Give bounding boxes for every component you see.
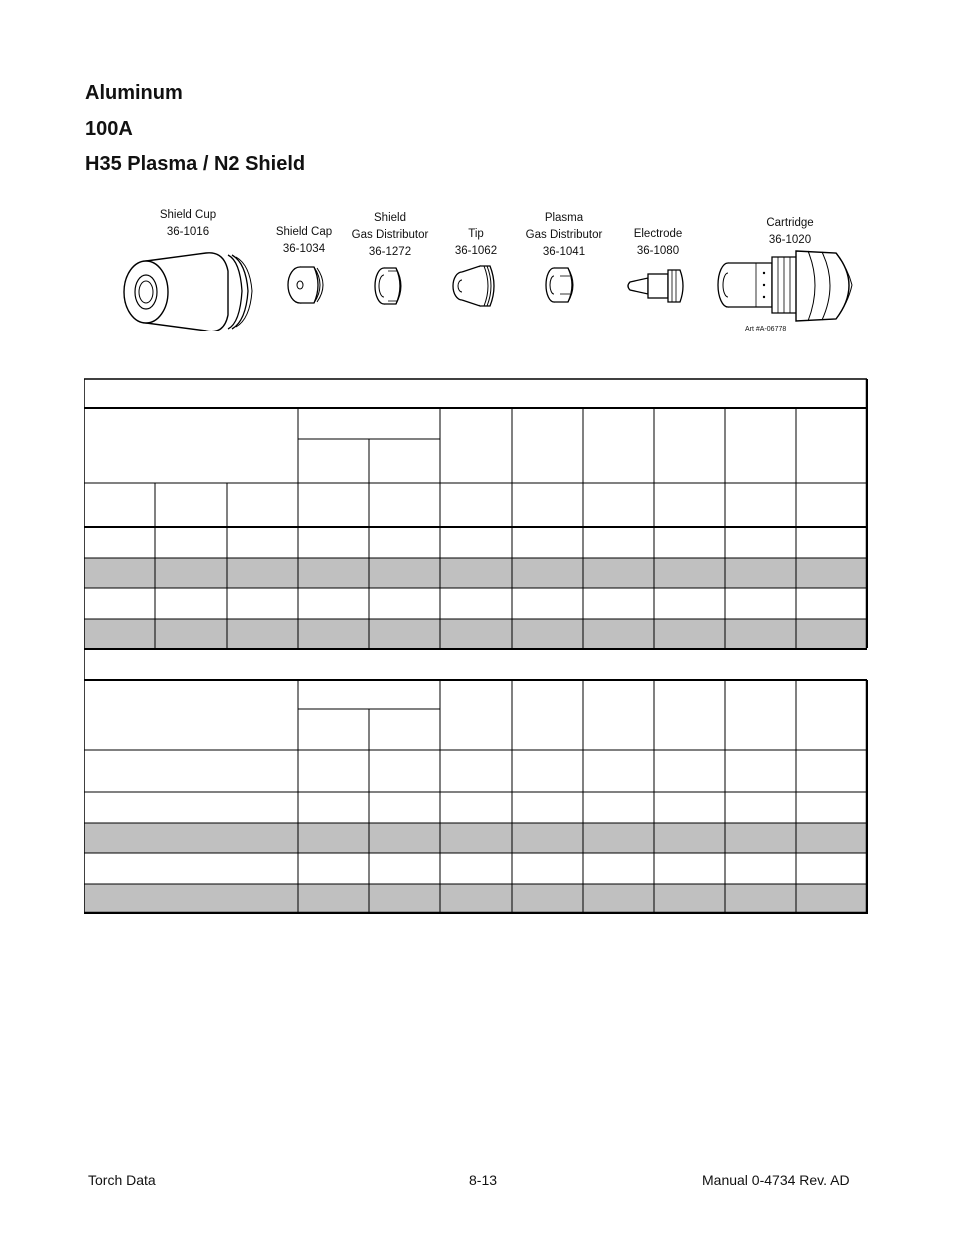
- shaded-row: [84, 619, 867, 649]
- footer-manual-number: Manual 0-4734 Rev. AD: [702, 1172, 850, 1188]
- gas-heading: H35 Plasma / N2 Shield: [85, 153, 306, 175]
- part-name: Shield Cap: [275, 226, 333, 238]
- material-heading: Aluminum: [85, 82, 183, 104]
- footer-section-title: Torch Data: [88, 1172, 156, 1188]
- part-number: 36-1272: [368, 246, 412, 258]
- part-name: Cartridge: [766, 217, 814, 229]
- part-name-line1: Plasma: [544, 212, 584, 224]
- tip-illustration: [446, 260, 506, 312]
- shaded-row: [84, 884, 867, 912]
- part-shield-cup: [118, 207, 258, 331]
- shield-gas-distributor-illustration: [346, 261, 434, 309]
- shield-cap-illustration: [270, 258, 338, 313]
- footer-page-number: 8-13: [469, 1172, 498, 1188]
- electrode-illustration: [624, 260, 692, 312]
- part-cartridge: [712, 215, 868, 339]
- part-electrode: [624, 226, 692, 312]
- part-number: 36-1080: [636, 245, 680, 257]
- part-number: 36-1020: [768, 234, 812, 246]
- cut-chart-table: [84, 378, 868, 914]
- plasma-gas-distributor-illustration: [520, 261, 608, 309]
- shaded-row: [84, 823, 867, 853]
- shaded-row: [84, 558, 867, 588]
- part-number: 36-1041: [542, 246, 586, 258]
- part-name: Shield Cup: [159, 209, 217, 221]
- current-heading: 100A: [85, 118, 133, 140]
- part-number: 36-1016: [166, 226, 210, 238]
- part-number: 36-1062: [454, 245, 498, 257]
- part-name-line1: Shield: [374, 212, 406, 224]
- art-reference: Art #A-06778: [745, 326, 787, 333]
- part-number: 36-1034: [282, 243, 326, 255]
- part-name-line2: Gas Distributor: [525, 229, 603, 241]
- part-tip: [446, 226, 506, 312]
- table-grid: [84, 378, 868, 914]
- part-name-line2: Gas Distributor: [351, 229, 429, 241]
- cartridge-illustration: [712, 249, 868, 339]
- part-name: Tip: [468, 228, 484, 240]
- part-shield-gas-distributor: [346, 210, 434, 309]
- part-shield-cap: [270, 224, 338, 313]
- part-name: Electrode: [633, 228, 683, 240]
- shield-cup-illustration: [118, 241, 258, 331]
- part-plasma-gas-distributor: [520, 210, 608, 309]
